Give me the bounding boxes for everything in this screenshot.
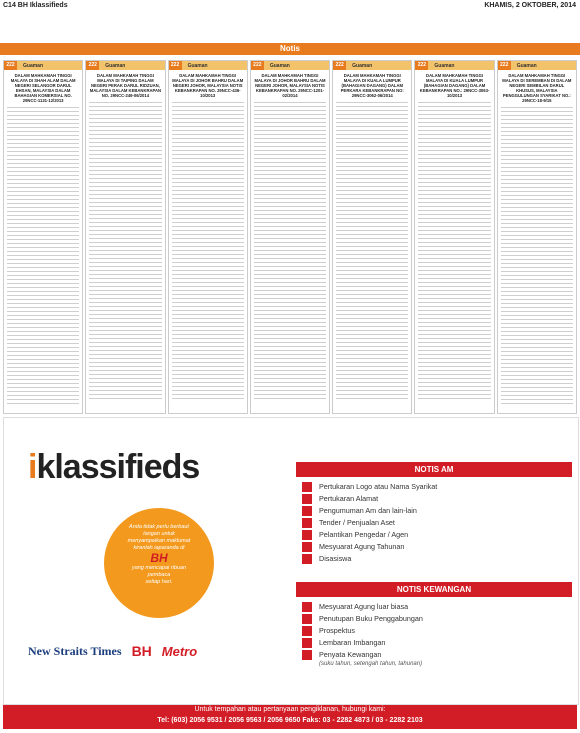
- notice-title: DALAM MAHKAMAH TINGGI MALAYA DI TAIPING DALAM NEGERI PERAK DARUL RIDZUAN, MALAYSIA DALAM KEBANKRAPAN NO. 29NCC-249-06/2014: [89, 73, 162, 98]
- column-tag: [498, 61, 576, 70]
- promo-circle-text: Anda tidak perlu berbaut Iangan untuk menyampaikan maklumat kiranlah iaparanda di BH yang mencapai ribuan pembaca setiap hari.: [112, 524, 206, 586]
- bullet-square-icon: [302, 650, 312, 660]
- column-number: 222: [415, 61, 428, 70]
- notice-body-text: [254, 101, 326, 401]
- notice-column: [332, 60, 412, 414]
- notice-title: DALAM MAHKAMAH TINGGI MALAYA DI JOHOR BAHRU DALAM NEGERI JOHOR, MALAYSIA NOTIS KEBANKRAPAN NO. 29NCC-1201-02/2014: [254, 73, 326, 98]
- page-header: [0, 0, 580, 14]
- bullet-square-icon: [302, 530, 312, 540]
- column-number: 222: [4, 61, 17, 70]
- notis-am-panel: [296, 462, 572, 569]
- bullet-square-icon: [302, 554, 312, 564]
- notice-title: DALAM MAHKAMAH TINGGI MALAYA DI JOHOR BAHRU DALAM NEGERI JOHOR, MALAYSIA NOTIS KEBANKRAPAN NO. 29NCC-436-10/2013: [172, 73, 244, 98]
- list-item: Pertukaran Logo atau Nama Syarikat: [302, 481, 572, 493]
- notice-column: [497, 60, 577, 414]
- notice-title: DALAM MAHKAMAH TINGGI MALAYA DI KUALA LUMPUR (BAHAGIAN DAGANG) DALAM PERKARA KEBANKRAPAN NO: 29NCC-3062-06/2014: [340, 73, 404, 98]
- list-item: Mesyuarat Agung luar biasa: [302, 601, 572, 613]
- list-item: Prospektus: [302, 625, 572, 637]
- notice-title: DALAM MAHKAMAH TINGGI MALAYA DI KUALA LUMPUR (BAHAGIAN DAGANG) DALAM KEBANKRAPAN NO.: 29NCC-3063-10/2013: [419, 73, 490, 98]
- klassifieds-advert: [3, 417, 579, 705]
- column-number: 222: [498, 61, 511, 70]
- bullet-square-icon: [302, 542, 312, 552]
- notice-title: DALAM MAHKAMAH TINGGI MALAYA DI SHAH ALAM DALAM NEGERI SELANGOR DARUL EHSAN, MALAYSIA DALAM BAHAGIAN KOMERSIAL NO. 29NCC-1131-12/2013: [10, 73, 76, 103]
- column-number: 222: [251, 61, 264, 70]
- bullet-square-icon: [302, 614, 312, 624]
- notice-column: [250, 60, 330, 414]
- column-tag: [333, 61, 411, 70]
- metro-logo: Metro: [161, 643, 198, 659]
- bullet-square-icon: [302, 518, 312, 528]
- list-item: Tender / Penjualan Aset: [302, 517, 572, 529]
- footer-line-2: Tel: (603) 2056 9531 / 2056 9563 / 2056 9650 Faks: 03 - 2282 4873 / 03 - 2282 2103: [157, 717, 423, 724]
- nst-logo: New Straits Times: [28, 643, 122, 658]
- notice-body-text: [7, 106, 79, 406]
- notice-columns: [3, 60, 577, 414]
- notice-body-text: [418, 101, 490, 401]
- column-tag: [251, 61, 329, 70]
- notis-am-title: NOTIS AM: [296, 462, 572, 477]
- page-header-left: C14 BH Iklassifieds: [3, 2, 68, 9]
- column-number: 222: [333, 61, 346, 70]
- bullet-square-icon: [302, 626, 312, 636]
- column-section: Guaman: [105, 62, 126, 69]
- bullet-square-icon: [302, 602, 312, 612]
- column-section: Guaman: [269, 62, 290, 69]
- column-section: Guaman: [187, 62, 208, 69]
- list-item: Penutupan Buku Penggabungan: [302, 613, 572, 625]
- notice-title: DALAM MAHKAMAH TINGGI MALAYA DI SEREMBAN DI DALAM NEGERI SEMBILAN DARUL KHUSUS, MALAYSIA PENGGULUNGAN SYARIKAT NO.: 29NCC-18-9/15: [502, 73, 572, 103]
- list-item: Pertukaran Alamat: [302, 493, 572, 505]
- notis-band: [0, 43, 580, 55]
- notice-column: [414, 60, 494, 414]
- column-tag: [415, 61, 493, 70]
- column-section: Guaman: [352, 62, 373, 69]
- list-item: Mesyuarat Agung Tahunan: [302, 541, 572, 553]
- notice-body-text: [172, 101, 244, 401]
- list-item: Pelantikan Pengedar / Agen: [302, 529, 572, 541]
- page-header-date: KHAMIS, 2 OKTOBER, 2014: [484, 2, 576, 9]
- notice-body-text: [336, 101, 408, 401]
- notice-body-text: [501, 106, 573, 406]
- notis-kewangan-panel: [296, 582, 572, 672]
- notice-column: [85, 60, 165, 414]
- bullet-square-icon: [302, 482, 312, 492]
- column-number: 222: [86, 61, 99, 70]
- column-section: Guaman: [516, 62, 537, 69]
- list-item: Lembaran Imbangan: [302, 637, 572, 649]
- footer-line-1: Untuk tempahan atau pertanyaan pengiklanan, hubungi kami:: [194, 706, 386, 713]
- column-tag: [169, 61, 247, 70]
- brand-strip: [28, 638, 258, 664]
- column-tag: [4, 61, 82, 70]
- bullet-square-icon: [302, 638, 312, 648]
- list-item: Pengumuman Am dan lain-lain: [302, 505, 572, 517]
- klassifieds-logo: iklassifieds: [28, 448, 200, 486]
- list-item: Penyata Kewangan (suku tahun, setengah tahun, tahunan): [302, 649, 572, 668]
- column-section: Guaman: [23, 62, 44, 69]
- notice-column: [3, 60, 83, 414]
- bullet-square-icon: [302, 506, 312, 516]
- column-section: Guaman: [434, 62, 455, 69]
- contact-footer: [3, 705, 577, 729]
- notis-band-label: Notis: [280, 44, 300, 53]
- notice-body-text: [89, 101, 161, 401]
- bullet-square-icon: [302, 494, 312, 504]
- notice-column: [168, 60, 248, 414]
- list-item: Disasiswa: [302, 553, 572, 565]
- bh-logo: BH: [150, 551, 168, 565]
- column-number: 222: [169, 61, 182, 70]
- column-tag: [86, 61, 164, 70]
- notis-kewangan-title: NOTIS KEWANGAN: [296, 582, 572, 597]
- bh-brand-logo: BH: [131, 643, 152, 659]
